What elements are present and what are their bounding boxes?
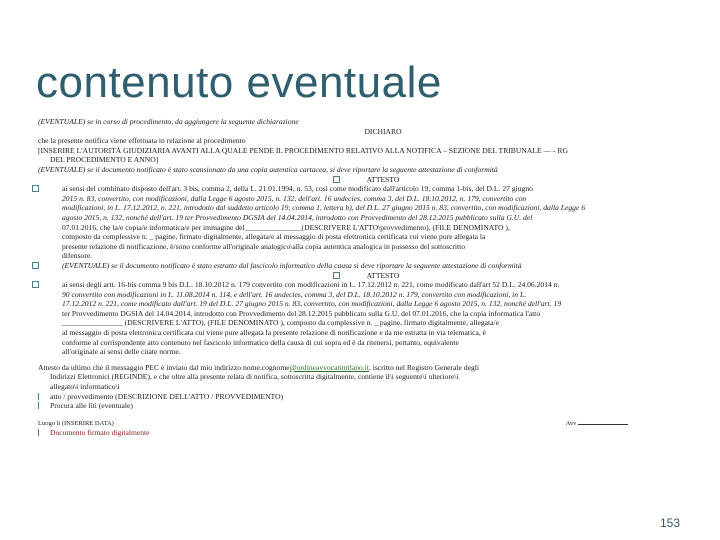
heading-text: ATTESTO — [366, 270, 400, 280]
list-item — [38, 184, 668, 261]
bullet-icon — [32, 281, 39, 288]
text-line: all'originale ai sensi delle citate norme. — [62, 347, 181, 357]
bullet-icon — [38, 393, 39, 400]
text-line: che la presente notifica viene effettuata in relazione al procedimento — [38, 136, 246, 146]
text-line: al messaggio di posta elettronica certificata cui viene pure allegata la presente relazione di notificazione e da me estratta in via telematica, è — [62, 328, 486, 338]
heading-attesto — [38, 271, 668, 281]
text-line: atto / provvedimento (DESCRIZIONE DELL'ATTO / PROVVEDIMENTO) — [50, 391, 284, 401]
bullet-icon — [38, 429, 39, 436]
bullet-icon — [32, 262, 39, 269]
bullet-icon — [32, 185, 39, 192]
text-line: allegato\i informatico\i — [50, 382, 120, 392]
text-line: Indirizzi Elettronici (REGINDE), e che oltre alla presente relata di notifica, sottoscritta digitalmente, contiene il\i seguente\i ulteriore\i — [50, 372, 459, 382]
list-item — [38, 392, 668, 402]
text-line: agosto 2015, n. 132, nonché dell'art. 19 ter Provvedimento DGSIA del 14.04.2014, introdotto con Provvedimento del 28.12.2015 pubblicato sulla G.U. del — [62, 212, 533, 222]
text-line: ai sensi degli artt. 16-bis comma 9 bis D.L. 18.10.2012 n. 179 convertito con modificazioni in L. 17.12.2012 n. 221, come modificato dall'art 52 D.L. 24.06.2014 n. — [62, 280, 560, 290]
slide-title: contenuto eventuale — [36, 58, 442, 107]
text-line: (EVENTUALE) se in corso di procedimento, da aggiungere la seguente dichiarazione — [38, 117, 299, 126]
text-line: Procura alle liti (eventuale) — [50, 401, 133, 411]
email-link[interactable]: @ordineavvocatimilano.it — [289, 362, 369, 372]
document-body — [38, 117, 668, 438]
text-line: 90 convertito con modificazioni in L. 11.08.2014 n. 114, e dell'art. 16 undecies, comma 3, del D.L. 18.10.2012 n. 179, convertito con modificazioni, in L. — [62, 289, 527, 299]
text-line: presente relazione di notificazione, è/sono conforme all'originale analogico\alla copia autentica analogica in possesso del sottoscritto — [62, 241, 466, 251]
text-line: 2015 n. 83, convertito, con modificazioni, dalla Legge 6 agosto 2015, n. 132, dell'art. 16 undecies, comma 3, del D.L. 18.10.2012, n. 179, convertito con — [62, 193, 527, 203]
text-line: conforme al corrispondente atto contenuto nel fascicolo informatico della causa di cui sopra ed è da ritenersi, pertanto, equivalente — [62, 337, 459, 347]
signed-text: Documento firmato digitalmente — [50, 428, 150, 438]
signature-line — [578, 424, 628, 425]
text-line: modificazioni, in L. 17.12.2012, n. 221, introdotto dal suddetto articolo 19, comma 1, lettera b), del D.L. 27 giugno 2015 n. 83, convertito, con modificazioni, dalla Legge 6 — [62, 203, 586, 213]
signed-note — [38, 428, 668, 438]
list-item — [38, 401, 668, 411]
list-item — [38, 261, 668, 271]
text-line: composto da complessive n. _ pagine, firmato digitalmente, allegata/e al messaggio di posta elettronica certificata cui viene pure allegata la — [62, 232, 486, 242]
bullet-icon — [333, 176, 340, 183]
bullet-icon — [38, 402, 39, 409]
text-line: 17.12.2012 n. 221, come modificato dall'art. 19 del D.L. 27 giugno 2015 n. 83, convertito, con modificazioni, dalla Legge 6 agosto 2015, n. 132, nonché dell'art. 19 — [62, 299, 562, 309]
text-line: 07.01.2016, che la/e copia/e informatica/e per immagine del_______________(DESCRIVERE L'ATTO\provvedimento), (FILE DENOMINATO ), — [62, 222, 510, 232]
heading-dichiaro: DICHIARO — [364, 126, 402, 136]
text-line: ________________ (DESCRIVERE L'ATTO), (FILE DENOMINATO ), composto da complessive n. _ pagine, firmato digitalmente, allegata/e — [62, 318, 500, 328]
list-item — [38, 280, 668, 357]
text-line: difensore. — [62, 251, 93, 261]
page-number: 153 — [660, 516, 681, 530]
place-date: Luogo li (INSERIRE DATA) — [38, 419, 114, 427]
signature-row — [38, 419, 668, 429]
text-line: DEL PROCEDIMENTO E ANNO] — [50, 155, 159, 165]
avv-signature: Avv — [566, 419, 628, 429]
heading-attesto — [38, 175, 668, 185]
text-line: Attesto da ultimo che il messaggio PEC è inviato dal mio indirizzo nome.cognome@ordineavvocatimilano.it, iscritto nel Registro Generale degli — [38, 362, 480, 372]
text-line: (EVENTUALE) se il documento notificato è stato scansionato da una copia autentica cartacea, si deve riportare la seguente attestazione di conformità — [38, 164, 498, 174]
text-line: ter Provvedimento DGSIA del 14.04.2014, introdotto con Provvedimento del 28.12.2015 pubblicato sulla G.U. del 07.01.2016, che la copia informatica l'atto — [62, 308, 541, 318]
text-line: [INSERIRE L'AUTORITÀ GIUDIZIARIA AVANTI ALLA QUALE PENDE IL PROCEDIMENTO RELATIVO ALLA NOTIFICA – SEZIONE DEL TRIBUNALE — - RG — [38, 145, 568, 155]
bullet-icon — [333, 272, 340, 279]
heading-text: ATTESTO — [366, 174, 400, 184]
text-line: ai sensi del combinato disposto dell'art. 3 bis, comma 2, della L. 21.01.1994, n. 53, così come modificato dall'articolo 19, comma 1-bis, del D.L. 27 giugno — [62, 184, 533, 194]
text-line: (EVENTUALE) se il documento notificato è stato estratto dal fascicolo informatico della causa si deve riportare la seguente attestazione di conformità — [62, 260, 522, 270]
